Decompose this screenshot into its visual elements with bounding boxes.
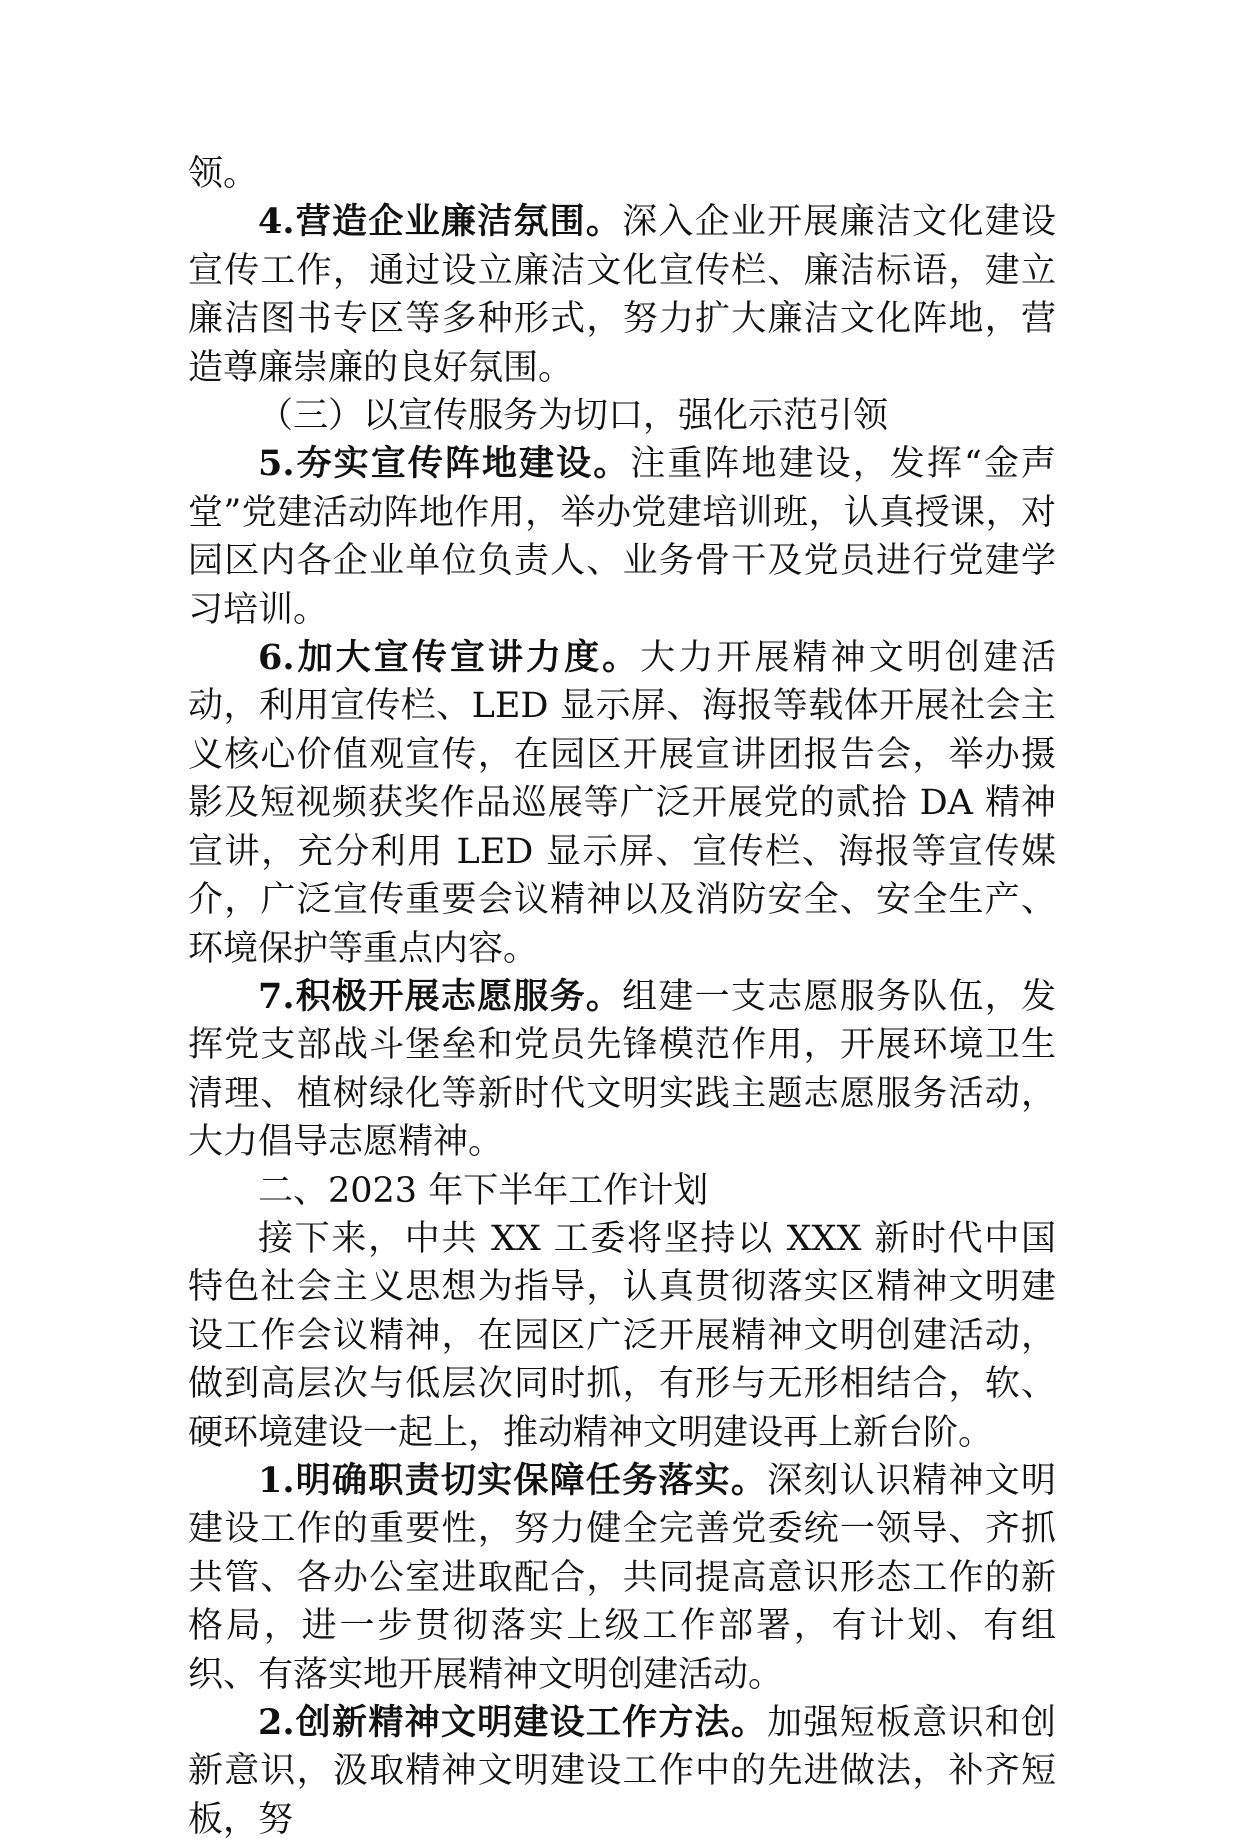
paragraph-heading: 7.积极开展志愿服务。	[258, 975, 623, 1017]
paragraph	[188, 634, 1056, 973]
paragraph-heading: 6.加大宣传宣讲力度。	[258, 637, 641, 679]
paragraph	[188, 1215, 1056, 1457]
paragraph-heading: 4.营造企业廉洁氛围。	[258, 201, 623, 243]
paragraph	[188, 1699, 1056, 1844]
paragraph-text: 深入企业开展廉洁文化建设宣传工作，通过设立廉洁文化宣传栏、廉洁标语，建立廉洁图书专区等多种形式，努力扩大廉洁文化阵地，营造尊廉崇廉的良好氛围。	[188, 202, 1056, 388]
paragraph-text: 加强短板意识和创新意识，汲取精神文明建设工作中的先进做法，补齐短板，努	[188, 1703, 1056, 1840]
paragraph-text: 接下来，中共 XX 工委将坚持以 XXX 新时代中国特色社会主义思想为指导，认真贯彻落实区精神文明建设工作会议精神，在园区广泛开展精神文明创建活动，做到高层次与低层次同时抓，有形与无形相结合，软、硬环境建设一起上，推动精神文明建设再上新台阶。	[188, 1218, 1056, 1453]
paragraph-heading: 1.明确职责切实保障任务落实。	[258, 1459, 768, 1501]
paragraph-text: 深刻认识精神文明建设工作的重要性，努力健全完善党委统一领导、齐抓共管、各办公室进取配合，共同提高意识形态工作的新格局，进一步贯彻落实上级工作部署，有计划、有组织、有落实地开展精神文明创建活动。	[188, 1460, 1056, 1695]
paragraph-text: 二、2023 年下半年工作计划	[258, 1170, 709, 1211]
paragraph	[188, 392, 1056, 440]
paragraph-text: 大力开展精神文明创建活动，利用宣传栏、LED 显示屏、海报等载体开展社会主义核心价值观宣传，在园区开展宣讲团报告会，举办摄影及短视频获奖作品巡展等广泛开展党的贰拾 DA 精神宣讲，充分利用 LED 显示屏、宣传栏、海报等宣传媒介，广泛宣传重要会议精神以及消防安全、安全生产、环境保护等重点内容。	[188, 638, 1056, 969]
paragraph-heading: 5.夯实宣传阵地建设。	[258, 443, 631, 485]
paragraph-text: 组建一支志愿服务队伍，发挥党支部战斗堡垒和党员先锋模范作用，开展环境卫生清理、植树绿化等新时代文明实践主题志愿服务活动，大力倡导志愿精神。	[188, 976, 1056, 1163]
paragraph	[188, 973, 1056, 1167]
paragraph	[188, 1457, 1056, 1699]
paragraph	[188, 440, 1056, 634]
paragraph	[188, 198, 1056, 392]
paragraph	[188, 1167, 1056, 1215]
document-page	[188, 150, 1056, 1844]
paragraph-text: 领。	[188, 154, 259, 194]
paragraph	[188, 150, 1056, 198]
paragraph-text: （三）以宣传服务为切口，强化示范引领	[258, 396, 889, 437]
paragraph-heading: 2.创新精神文明建设工作方法。	[258, 1702, 768, 1743]
paragraph-text: 注重阵地建设，发挥“金声堂”党建活动阵地作用，举办党建培训班，认真授课，对园区内各企业单位负责人、业务骨干及党员进行党建学习培训。	[188, 444, 1056, 630]
